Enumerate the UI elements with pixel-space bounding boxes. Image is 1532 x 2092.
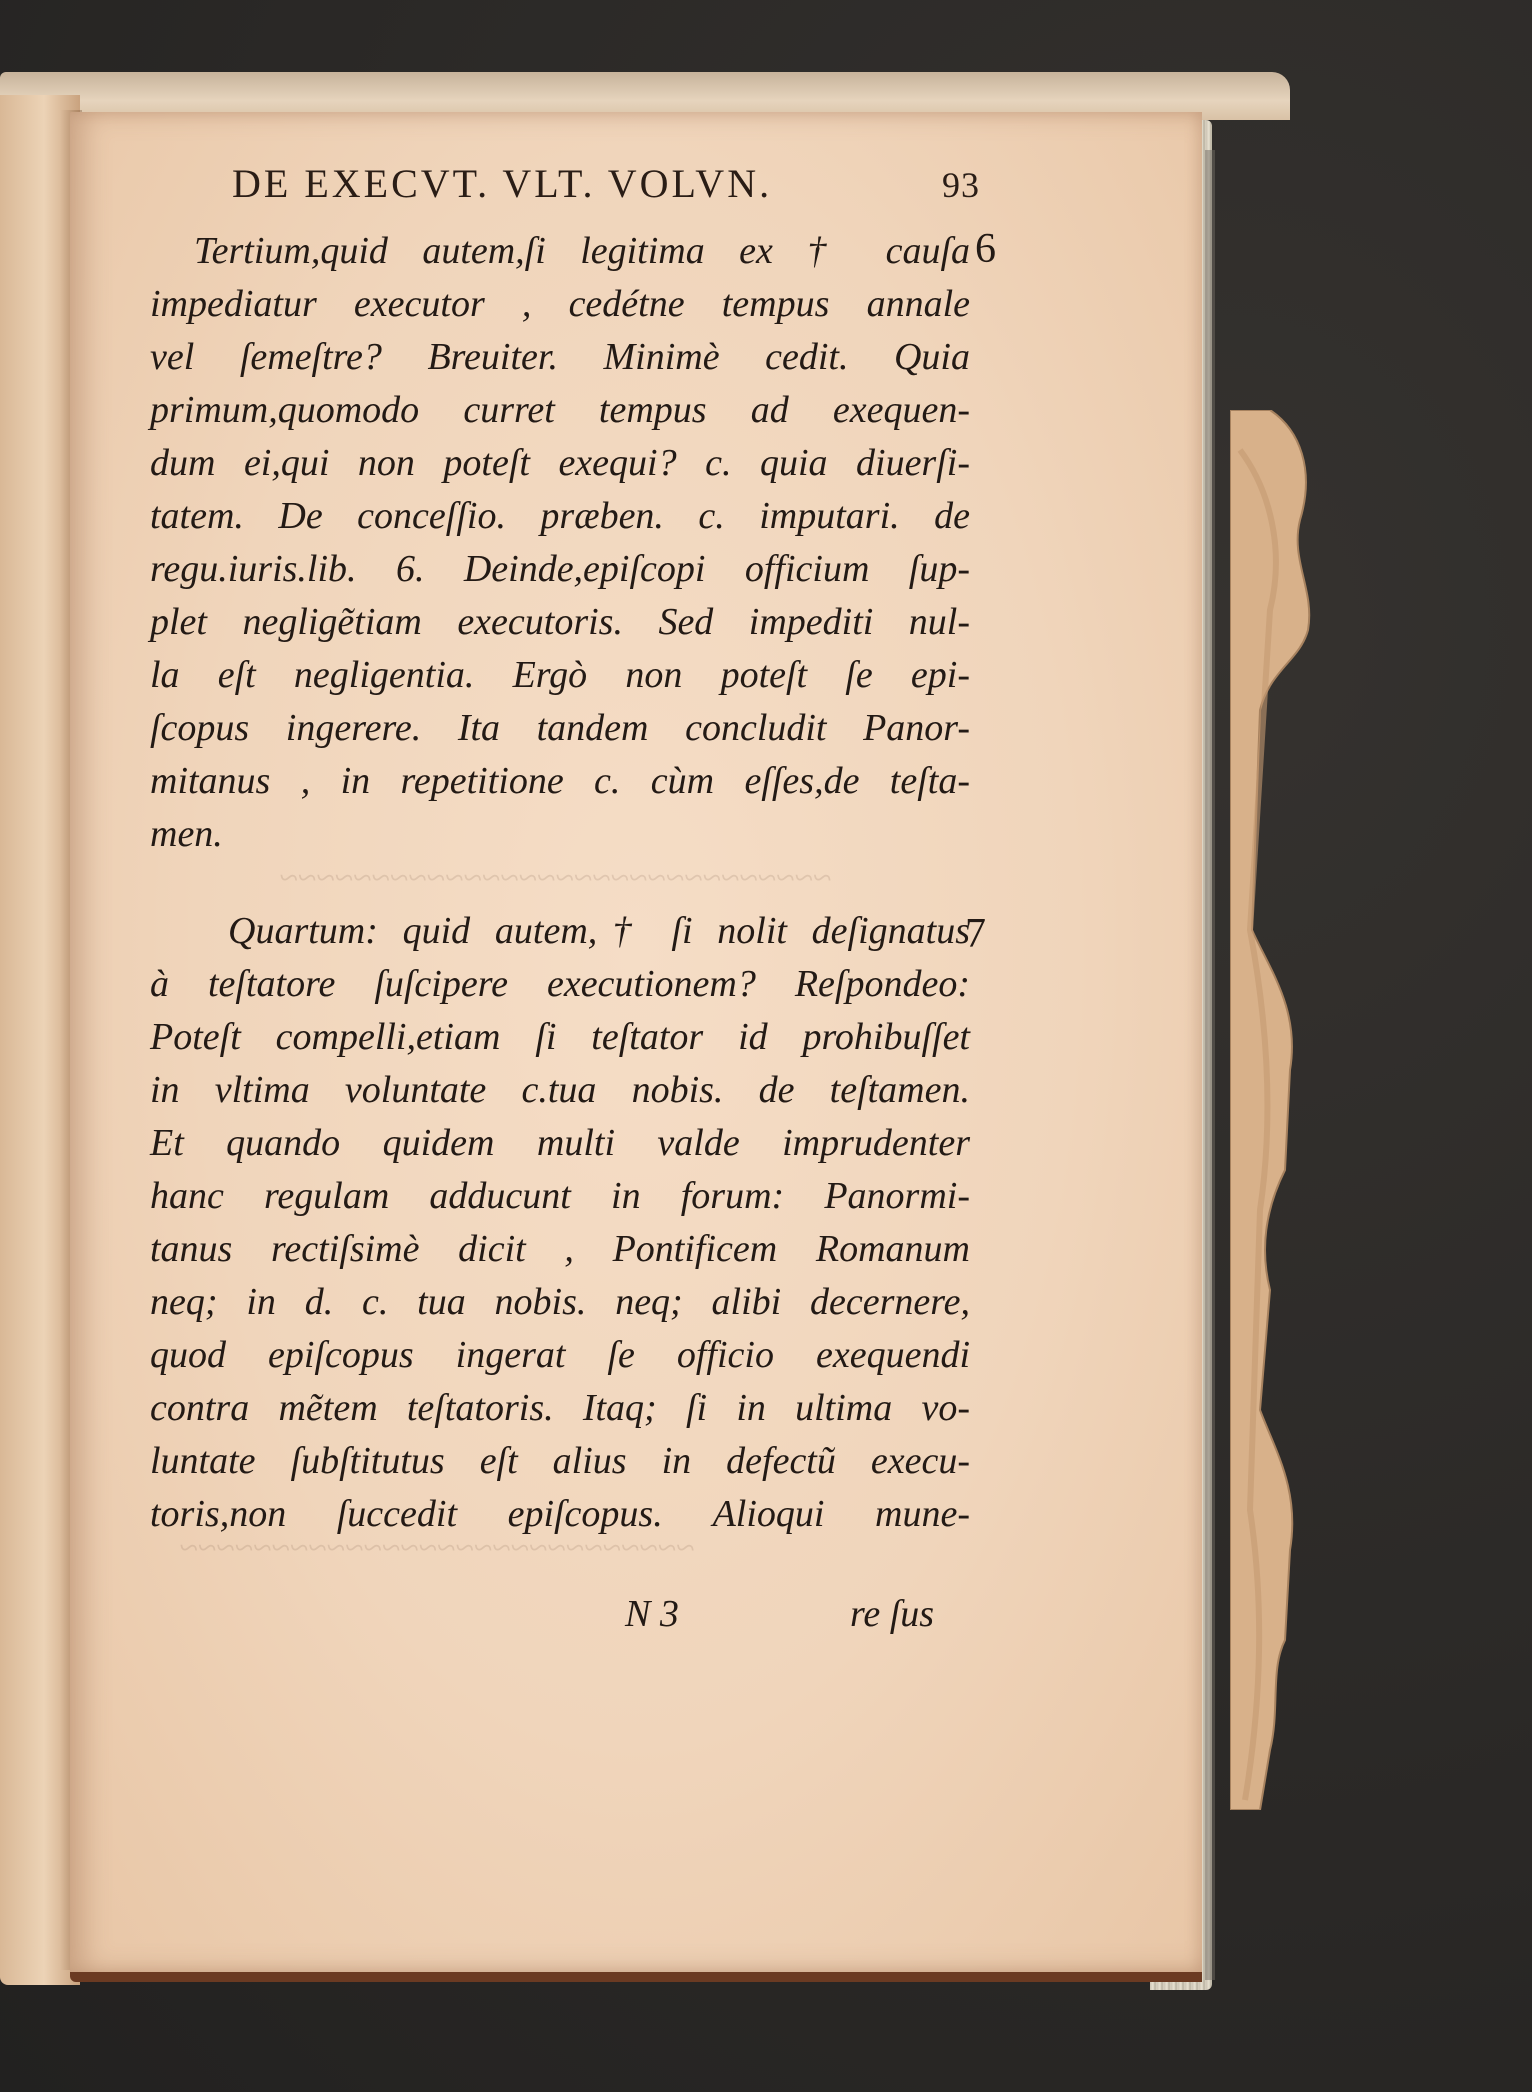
text-line: primum,quomodo curret tempus ad exequen- [150, 389, 970, 431]
text-line: Et quando quidem multi valde imprudenter [150, 1122, 970, 1164]
text-line: men. [150, 813, 223, 855]
text-line: mitanus , in repetitione c. cùm eſſes,de teſta- [150, 760, 970, 802]
text-line: tatem. De conceſſio. præben. c. imputari. de [150, 495, 970, 537]
text-line: neq; in d. c. tua nobis. neq; alibi decernere, [150, 1281, 970, 1323]
torn-leaf-edge [1230, 410, 1320, 1810]
show-through-text: ~~~~~~~~~~~~~~~~~~~~~~~~~~~~ [180, 1530, 696, 1567]
text-line: vel ſemeſtre? Breuiter. Minimè cedit. Quia [150, 336, 970, 378]
text-line: dum ei,qui non poteſt exequi? c. quia diuerſi- [150, 442, 970, 484]
signature-mark: N 3 [625, 1593, 679, 1635]
text-line: tanus rectiſsimè dicit , Pontificem Romanum [150, 1228, 970, 1270]
catchword: re ſus [850, 1593, 935, 1635]
text-line: la eſt negligentia. Ergò non poteſt ſe epi- [150, 654, 970, 696]
text-line: hanc regulam adducunt in forum: Panormi- [150, 1175, 970, 1217]
paragraph-one [150, 225, 970, 861]
paragraph-two [150, 905, 970, 1541]
text-line: luntate ſubſtitutus eſt alius in defectũ execu- [150, 1440, 970, 1482]
page-number: 93 [942, 165, 980, 205]
text-line: toris,non ſuccedit epiſcopus. Alioqui mune- [150, 1493, 970, 1535]
text-line: Tertium,quid autem,ſi legitima ex † cauſa [194, 230, 970, 272]
text-line: in vltima voluntate c.tua nobis. de teſtamen. [150, 1069, 970, 1111]
running-head-title: DE EXECVT. VLT. VOLVN. [232, 161, 773, 206]
running-head [232, 160, 992, 216]
show-through-text: ~~~~~~~~~~~~~~~~~~~~~~~~~~~~~~ [280, 860, 832, 897]
marginal-number: 6 [975, 226, 996, 272]
text-line: ſcopus ingerere. Ita tandem concludit Panor- [150, 707, 970, 749]
text-line: regu.iuris.lib. 6. Deinde,epiſcopi officium ſup- [150, 548, 970, 590]
page-stack-shadow [1205, 150, 1215, 1980]
text-line: contra mẽtem teſtatoris. Itaq; ſi in ultima vo- [150, 1387, 970, 1429]
text-line: Quartum: quid autem,† ſi nolit deſignatus [228, 910, 970, 952]
text-line: Poteſt compelli,etiam ſi teſtator id prohibuſſet [150, 1016, 970, 1058]
text-line: plet negligẽtiam executoris. Sed impediti nul- [150, 601, 970, 643]
marginal-number: 7 [965, 911, 986, 957]
text-line: à teſtatore ſuſcipere executionem? Reſpondeo: [150, 963, 970, 1005]
text-line: impediatur executor , cedétne tempus annale [150, 283, 970, 325]
text-line: quod epiſcopus ingerat ſe officio exequendi [150, 1334, 970, 1376]
